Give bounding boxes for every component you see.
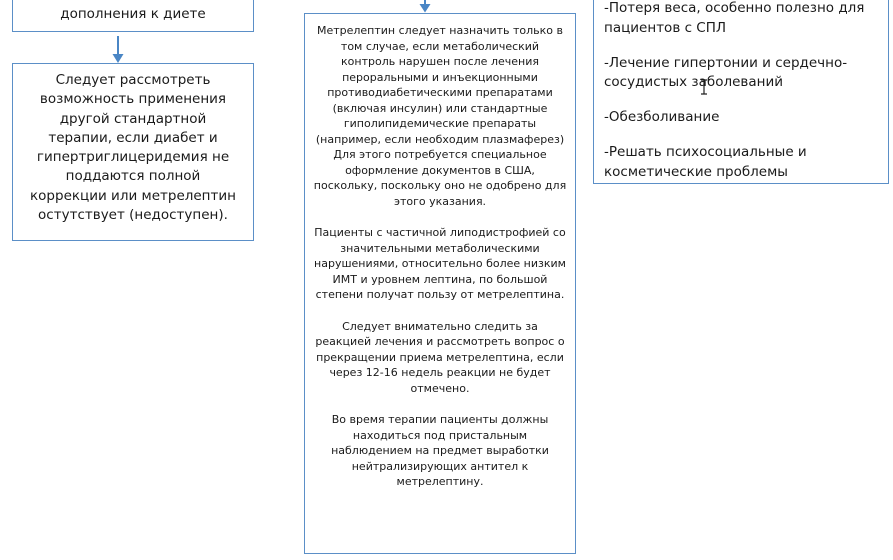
box-additional-measures <box>593 0 889 184</box>
text-cursor-icon <box>699 79 709 95</box>
list-item-psychosocial: -Решать психосоциальные и косметические проблемы <box>604 144 807 180</box>
list-item-pain-relief: -Обезболивание <box>604 109 720 125</box>
paragraph-partial-lipodystrophy: Пациенты с частичной липодистрофией со значительными метаболическими нарушениями, относительно более низким ИМТ и уровнем лептина, по большой степени получат пользу от метрелептина. <box>314 226 566 301</box>
paragraph-metreleptin-indication: Метрелептин следует назначить только в том случае, если метаболический контроль нарушен после лечения пероральными и инъекционными противодиабетическими препаратами (включая инсулин) или стандартные гиполипидемические препараты (например, если необходим плазмаферез) Для этого потребуется специальное оформление документов в США, поскольку, поскольку оно не одобрено для этого указания. <box>313 24 567 208</box>
box-diet-supplement <box>12 0 254 32</box>
box-diet-supplement-text: дополнения к диете <box>60 6 206 22</box>
list-item-hypertension: -Лечение гипертонии и сердечно-сосудистых заболеваний <box>604 54 848 90</box>
box-alternative-therapy <box>12 63 254 241</box>
list-item-weight-loss: -Потеря веса, особенно полезно для пациентов с СПЛ <box>604 0 865 36</box>
paragraph-antibody-monitoring: Во время терапии пациенты должны находиться под пристальным наблюдением на предмет выработки нейтрализирующих антител к метрелептину. <box>331 413 549 488</box>
arrow-down-left-icon <box>111 36 125 64</box>
box-alternative-therapy-text: Следует рассмотреть возможность применения другой стандартной терапии, если диабет и гипертриглицеридемия не поддаются полной коррекции или метрелептин остутствует (недоступен). <box>30 72 236 224</box>
paragraph-response-monitoring: Следует внимательно следить за реакцией лечения и рассмотреть вопрос о прекращении приема метрелептина, если через 12-16 недель реакции не будет отмечено. <box>315 319 565 395</box>
box-metreleptin-indications <box>304 13 576 554</box>
arrow-down-center-icon <box>418 0 432 13</box>
